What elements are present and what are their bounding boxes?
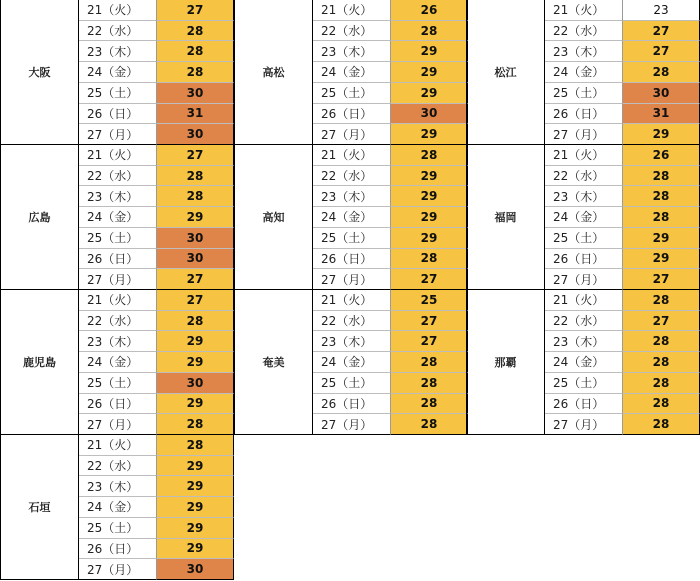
temperature-cell: 28 <box>156 41 234 62</box>
city-name: 福岡 <box>466 145 545 290</box>
temperature-cell: 29 <box>390 186 468 207</box>
temperature-cell: 27 <box>622 269 700 290</box>
temperature-cell: 29 <box>156 456 234 477</box>
temperature-cell: 29 <box>156 331 234 352</box>
forecast-row <box>79 104 234 125</box>
date-cell: 25（土） <box>545 373 622 394</box>
date-cell: 24（金） <box>545 207 622 228</box>
forecast-row <box>545 186 700 207</box>
forecast-row <box>79 124 234 145</box>
date-cell: 23（木） <box>545 331 622 352</box>
temperature-cell: 28 <box>390 249 468 270</box>
date-cell: 21（火） <box>79 435 156 456</box>
date-cell: 27（月） <box>79 124 156 145</box>
forecast-row <box>79 166 234 187</box>
forecast-row <box>313 186 468 207</box>
temperature-cell: 27 <box>622 41 700 62</box>
forecast-row <box>545 166 700 187</box>
date-cell: 27（月） <box>79 414 156 435</box>
date-cell: 22（水） <box>545 311 622 332</box>
city-block <box>234 0 468 145</box>
date-cell: 23（木） <box>79 186 156 207</box>
temperature-cell: 28 <box>622 207 700 228</box>
city-name: 石垣 <box>0 435 79 580</box>
date-cell: 27（月） <box>545 124 622 145</box>
date-cell: 26（日） <box>545 104 622 125</box>
temperature-cell: 28 <box>390 145 468 166</box>
forecast-row <box>79 41 234 62</box>
forecast-row <box>79 394 234 415</box>
temperature-cell: 27 <box>156 145 234 166</box>
date-cell: 22（水） <box>79 166 156 187</box>
temperature-cell: 29 <box>156 539 234 560</box>
date-cell: 26（日） <box>79 104 156 125</box>
forecast-row <box>545 83 700 104</box>
date-cell: 21（火） <box>313 145 390 166</box>
temperature-cell: 31 <box>156 104 234 125</box>
date-cell: 21（火） <box>545 0 622 21</box>
temperature-cell: 28 <box>390 352 468 373</box>
forecast-row <box>79 83 234 104</box>
forecast-row <box>313 290 468 311</box>
date-cell: 21（火） <box>545 290 622 311</box>
temperature-cell: 28 <box>622 166 700 187</box>
temperature-cell: 28 <box>390 414 468 435</box>
forecast-row <box>79 414 234 435</box>
date-cell: 25（土） <box>545 83 622 104</box>
date-cell: 27（月） <box>313 414 390 435</box>
date-cell: 26（日） <box>313 249 390 270</box>
temperature-cell: 27 <box>622 311 700 332</box>
date-cell: 24（金） <box>313 207 390 228</box>
forecast-row <box>79 456 234 477</box>
forecast-row <box>79 145 234 166</box>
forecast-row <box>545 0 700 21</box>
forecast-row <box>313 62 468 83</box>
temperature-cell: 29 <box>156 394 234 415</box>
temperature-cell: 29 <box>156 207 234 228</box>
date-cell: 23（木） <box>545 186 622 207</box>
forecast-row <box>79 435 234 456</box>
temperature-cell: 30 <box>156 124 234 145</box>
date-cell: 26（日） <box>313 394 390 415</box>
forecast-row <box>313 145 468 166</box>
temperature-cell: 28 <box>622 352 700 373</box>
forecast-row <box>313 0 468 21</box>
forecast-row <box>79 249 234 270</box>
forecast-row <box>545 311 700 332</box>
temperature-cell: 28 <box>390 373 468 394</box>
temperature-cell: 28 <box>622 331 700 352</box>
date-cell: 27（月） <box>545 414 622 435</box>
date-cell: 24（金） <box>79 62 156 83</box>
temperature-cell: 28 <box>390 21 468 42</box>
temperature-cell: 30 <box>390 104 468 125</box>
temperature-cell: 29 <box>390 124 468 145</box>
forecast-row <box>79 186 234 207</box>
date-cell: 25（土） <box>79 228 156 249</box>
forecast-row <box>545 41 700 62</box>
date-cell: 24（金） <box>545 62 622 83</box>
forecast-row <box>79 518 234 539</box>
temperature-cell: 28 <box>622 186 700 207</box>
date-cell: 22（水） <box>79 21 156 42</box>
date-cell: 23（木） <box>313 331 390 352</box>
temperature-cell: 28 <box>622 373 700 394</box>
forecast-row <box>79 0 234 21</box>
date-cell: 22（水） <box>313 311 390 332</box>
city-block <box>466 290 700 435</box>
forecast-row <box>79 331 234 352</box>
forecast-row <box>313 83 468 104</box>
forecast-row <box>79 207 234 228</box>
date-cell: 26（日） <box>79 249 156 270</box>
temperature-cell: 31 <box>622 104 700 125</box>
forecast-row <box>313 331 468 352</box>
forecast-row <box>79 311 234 332</box>
forecast-row <box>79 269 234 290</box>
temperature-cell: 29 <box>390 228 468 249</box>
date-cell: 23（木） <box>79 41 156 62</box>
forecast-row <box>79 290 234 311</box>
temperature-cell: 28 <box>622 290 700 311</box>
temperature-cell: 25 <box>390 290 468 311</box>
date-cell: 24（金） <box>313 62 390 83</box>
temperature-cell: 28 <box>156 186 234 207</box>
date-cell: 21（火） <box>79 0 156 21</box>
date-cell: 23（木） <box>79 476 156 497</box>
temperature-cell: 30 <box>156 228 234 249</box>
forecast-row <box>79 539 234 560</box>
temperature-cell: 28 <box>156 311 234 332</box>
forecast-row <box>313 207 468 228</box>
date-cell: 26（日） <box>545 249 622 270</box>
forecast-row <box>313 373 468 394</box>
date-cell: 24（金） <box>313 352 390 373</box>
forecast-row <box>313 124 468 145</box>
forecast-row <box>313 166 468 187</box>
temperature-cell: 27 <box>390 311 468 332</box>
date-cell: 21（火） <box>79 290 156 311</box>
temperature-cell: 28 <box>156 21 234 42</box>
date-cell: 25（土） <box>313 373 390 394</box>
forecast-row <box>313 249 468 270</box>
date-cell: 27（月） <box>79 269 156 290</box>
date-cell: 26（日） <box>79 394 156 415</box>
forecast-row <box>313 104 468 125</box>
city-block <box>0 435 234 580</box>
temperature-cell: 27 <box>156 290 234 311</box>
forecast-row <box>313 269 468 290</box>
city-block <box>466 145 700 290</box>
temperature-cell: 28 <box>156 166 234 187</box>
temperature-cell: 30 <box>156 373 234 394</box>
date-cell: 24（金） <box>79 352 156 373</box>
temperature-cell: 27 <box>156 0 234 21</box>
date-cell: 24（金） <box>79 207 156 228</box>
forecast-row <box>79 497 234 518</box>
city-name: 奄美 <box>234 290 313 435</box>
forecast-row <box>545 228 700 249</box>
city-block <box>466 0 700 145</box>
forecast-row <box>545 352 700 373</box>
date-cell: 25（土） <box>79 373 156 394</box>
city-name: 松江 <box>466 0 545 145</box>
forecast-row <box>545 394 700 415</box>
temperature-cell: 30 <box>622 83 700 104</box>
forecast-row <box>545 21 700 42</box>
city-name: 高松 <box>234 0 313 145</box>
forecast-row <box>313 21 468 42</box>
temperature-cell: 27 <box>156 269 234 290</box>
forecast-row <box>313 414 468 435</box>
forecast-row <box>545 414 700 435</box>
temperature-cell: 23 <box>622 0 700 21</box>
date-cell: 27（月） <box>79 559 156 580</box>
temperature-cell: 27 <box>390 269 468 290</box>
temperature-cell: 26 <box>622 145 700 166</box>
temperature-cell: 30 <box>156 559 234 580</box>
forecast-row <box>545 331 700 352</box>
date-cell: 21（火） <box>313 290 390 311</box>
city-block <box>0 0 234 145</box>
date-cell: 21（火） <box>545 145 622 166</box>
temperature-cell: 29 <box>622 249 700 270</box>
date-cell: 25（土） <box>313 83 390 104</box>
forecast-row <box>545 373 700 394</box>
forecast-row <box>313 228 468 249</box>
date-cell: 25（土） <box>79 518 156 539</box>
date-cell: 26（日） <box>79 539 156 560</box>
temperature-cell: 29 <box>622 228 700 249</box>
date-cell: 27（月） <box>313 124 390 145</box>
forecast-row <box>545 62 700 83</box>
city-block <box>0 145 234 290</box>
city-name: 鹿児島 <box>0 290 79 435</box>
forecast-row <box>545 207 700 228</box>
temperature-cell: 30 <box>156 249 234 270</box>
forecast-row <box>313 394 468 415</box>
forecast-row <box>313 352 468 373</box>
city-name: 広島 <box>0 145 79 290</box>
date-cell: 23（木） <box>313 41 390 62</box>
temperature-cell: 29 <box>622 124 700 145</box>
date-cell: 25（土） <box>545 228 622 249</box>
city-block <box>234 290 468 435</box>
date-cell: 27（月） <box>313 269 390 290</box>
temperature-cell: 28 <box>622 414 700 435</box>
temperature-cell: 28 <box>156 414 234 435</box>
date-cell: 24（金） <box>79 497 156 518</box>
temperature-cell: 29 <box>390 83 468 104</box>
temperature-cell: 29 <box>156 352 234 373</box>
city-name: 大阪 <box>0 0 79 145</box>
temperature-cell: 28 <box>156 435 234 456</box>
temperature-cell: 29 <box>156 497 234 518</box>
date-cell: 25（土） <box>79 83 156 104</box>
city-block <box>0 290 234 435</box>
date-cell: 22（水） <box>313 166 390 187</box>
date-cell: 22（水） <box>545 166 622 187</box>
forecast-row <box>79 352 234 373</box>
temperature-cell: 28 <box>390 394 468 415</box>
temperature-cell: 29 <box>390 41 468 62</box>
date-cell: 25（土） <box>313 228 390 249</box>
forecast-row <box>545 249 700 270</box>
city-name: 那覇 <box>466 290 545 435</box>
forecast-row <box>79 373 234 394</box>
date-cell: 23（木） <box>545 41 622 62</box>
forecast-row <box>545 145 700 166</box>
date-cell: 26（日） <box>313 104 390 125</box>
temperature-cell: 29 <box>390 207 468 228</box>
temperature-cell: 27 <box>622 21 700 42</box>
forecast-row <box>79 21 234 42</box>
date-cell: 23（木） <box>313 186 390 207</box>
forecast-row <box>545 269 700 290</box>
date-cell: 22（水） <box>545 21 622 42</box>
forecast-row <box>545 104 700 125</box>
temperature-cell: 29 <box>390 62 468 83</box>
temperature-cell: 29 <box>156 476 234 497</box>
temperature-cell: 29 <box>156 518 234 539</box>
forecast-row <box>313 311 468 332</box>
date-cell: 22（水） <box>79 456 156 477</box>
city-name: 高知 <box>234 145 313 290</box>
temperature-cell: 27 <box>390 331 468 352</box>
forecast-row <box>79 559 234 580</box>
date-cell: 23（木） <box>79 331 156 352</box>
forecast-row <box>313 41 468 62</box>
forecast-row <box>79 228 234 249</box>
city-block <box>234 145 468 290</box>
date-cell: 21（火） <box>79 145 156 166</box>
temperature-cell: 26 <box>390 0 468 21</box>
temperature-cell: 28 <box>622 394 700 415</box>
date-cell: 27（月） <box>545 269 622 290</box>
forecast-row <box>79 476 234 497</box>
temperature-cell: 30 <box>156 83 234 104</box>
date-cell: 26（日） <box>545 394 622 415</box>
date-cell: 24（金） <box>545 352 622 373</box>
date-cell: 21（火） <box>313 0 390 21</box>
date-cell: 22（水） <box>79 311 156 332</box>
forecast-row <box>545 124 700 145</box>
temperature-cell: 28 <box>622 62 700 83</box>
temperature-cell: 28 <box>156 62 234 83</box>
temperature-cell: 29 <box>390 166 468 187</box>
forecast-row <box>79 62 234 83</box>
forecast-row <box>545 290 700 311</box>
date-cell: 22（水） <box>313 21 390 42</box>
